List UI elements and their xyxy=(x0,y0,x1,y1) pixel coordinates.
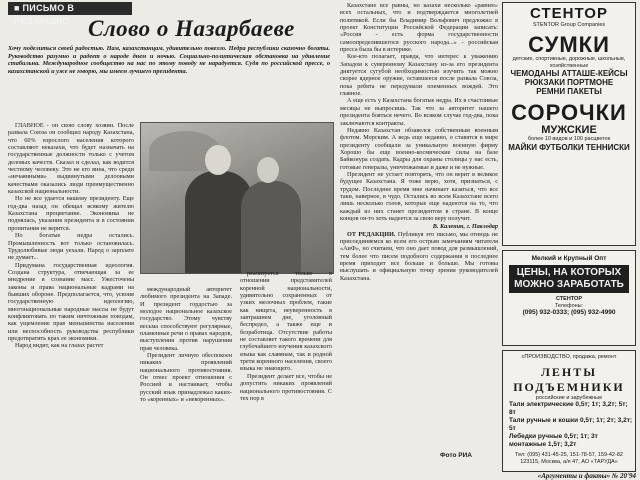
paragraph: Придумана государственная идеология. Создана структура, отвечающая за ее внедрение в сознание масс. Ужесточены законы и права национальные кадрами на бывших обороне. Предполагается, что, усвоив государственную идеологию, многонациональные народные массы не будут конфликтовать по таким ничтожным поводам, как ущемление прав меньшинства населения или неспособность руководства республики предотвратить крах ее экономики. xyxy=(8,261,134,342)
ad-headline: ЛЕНТЫ ПОДЪЕМНИКИ xyxy=(513,364,625,394)
ad-text: более 10 видов и 100 расцветок xyxy=(527,136,611,142)
paragraph: Недавно Казахстан обзавелся собственным военным флотом. Морским. А ведь еще недавно, о ставятся в мире президенту сообщали за уникальную военную фирму Хорошо бы еще военно-космические силы на базе Байконура создать. Кадры для охраны столицы у нас есть, готовые генералы, уничтожаемые и даже и не нужные. xyxy=(340,126,498,171)
ad-text: российские и зарубежные xyxy=(535,394,603,401)
ad-text: детские, спортивные, дорожные, школьные, хозяйственные xyxy=(512,56,626,69)
phones-label: Телефоны: xyxy=(554,302,584,309)
paragraph: А еще есть у Казахстана богатые недра. Их в счастливые месяцы не выпросишь. Так что за авторитет нашего президента бояться нечего. Во всяком случае год-два, пока заключаются контракты. xyxy=(340,97,498,127)
ad-item: монтажные 1,5т; 3,2т xyxy=(509,441,577,448)
brand-subtitle: STENTOR Group Companies xyxy=(532,22,606,28)
article-column-3 xyxy=(240,270,332,472)
phone-numbers: Тел: (095) 431-45-25, 151-78-57, 159-42-82 xyxy=(515,452,623,458)
paragraph: Президент не устает повторять, что он верит в великое будущее Казахстана. Я тоже верю, хотя, признаться, с трудом. Последнее время мне начинает казаться, что все таки, наверное, в чудо. Остались во всем Казахстане всего лишь несколько голов, которые еще надеются на то, что каждый из них станет президентом в стране. В конце концов он-то хоть надеется за свою веру получит. xyxy=(340,170,498,222)
ad-banner: ЦЕНЫ, НА КОТОРЫХ МОЖНО ЗАРАБОТАТЬ xyxy=(509,265,629,293)
paragraph: Народ видит, как на глазах растет xyxy=(15,342,104,350)
ad-text: РЮКЗАКИ ПОРТМОНЕ xyxy=(524,78,614,87)
ad-item: Тали электрические 0,5т; 1т; 3,2т; 5т; 8т xyxy=(509,401,628,416)
article-lead: Хочу поделиться своей радостью. Нам, казахстанцам, удивительно повезло. Недра республики сказочно богаты. Руководство разумно и радеет о народе днем и ночью. Социально-политическая обстановка на удивление стабильна. Международное сообщество на нас по этому поводу не нарадуется. Судя по российской прессе, о казахстанской и уже не говорю, мы имеем лучшего президента. xyxy=(8,45,330,75)
paragraph: Президент личную обеспокоен никаких проявлений национального противостояния. Он отнес проект отношения с Россией и настаивает, чтобы русский язык принадлежал каких-то «коренных» и «некоренных». xyxy=(140,352,232,404)
paragraph: международный авторитет любимого президента на Западе. И президент гордостью за молодое национальное казахское государство. Этому чувству весьма способствуют регулярные, пламенные речи о правах народов, выступления против нарушения прав человека. xyxy=(140,286,232,352)
paragraph: ГЛАВНОЕ - он свою слову хозяин. После развала Союза он сообщил народу Казахстана, что 60% взрослого населения которого составляют неказахи, что будет назначать на государственные должности только с учетом деловых качеств. Сказал и сделал, как водится честному человеку. Это не его вина, что среди «нечаянными» выдвинутыми делоовыми качествами оказались люди преимущественно казахской национальности. xyxy=(8,122,134,196)
article-column-4 xyxy=(340,2,498,472)
ad-subheadline: МУЖСКИЕ xyxy=(541,124,597,136)
ad-text: ЧЕМОДАНЫ АТТАШЕ-КЕЙСЫ xyxy=(510,69,628,78)
paragraph: Казахстане все равны, но казахи несколько «равнее» всех остальных, что и подтверждается многолетней политикой. Если бы Владимир Вольфович предложил в проект Конституции Российской Федерации записать: «Россия - есть форма государственности самоопределившегося русского народа...» - российская пресса была бы в истерике. xyxy=(340,2,498,54)
paragraph: Кое-кто полагает, правда, что интерес к уважению Западом к суверенному Казахстану из-за его президента диктуется сугубой необходимостью изучить так можно скорее ядерное оружие, оставшееся после развала Союза, пока ребята не передумали племенных вождей. Это главное. xyxy=(340,53,498,98)
address: 123115, Москва, а/я 47, АО «ТАРУДА» xyxy=(520,458,618,465)
article-column-1 xyxy=(8,122,134,472)
photo-credit: Фото РИА xyxy=(440,452,472,459)
ad-headline: СУМКИ xyxy=(528,32,610,57)
article-photo xyxy=(140,122,334,274)
person-figure xyxy=(241,181,301,274)
paragraph: реализуется только в отношении представителей коренной национальности, удивительно сохраненных от узких мелочных проблем, такие как нищета, неуверенность в завтрашнем дне, уголовный беспредел, а также еще и безработица. Отсутствие работы не составляет такого времени для глубочайшего изучения казахского языка как славянам, так и родной трети коренного населения, своего языка не знающего. xyxy=(240,270,332,373)
person-head xyxy=(205,145,231,175)
article-column-2 xyxy=(140,286,232,472)
hoist-ad xyxy=(502,350,636,472)
ad-item: Лебедки ручные 0,5т; 1т; 3т xyxy=(509,433,598,440)
phone-numbers: (095) 932-0333; (095) 932-4990 xyxy=(522,309,616,316)
ad-item: Тали ручные и кошки 0,5т; 1т; 2т; 3,2т; 5т xyxy=(509,417,633,432)
paragraph: Президент делает все, чтобы не допустить никаких проявлений национального противостояния. С тех пор в xyxy=(240,372,332,402)
editor-note: Публикуя это письмо, мы отнюдь не присоединяемся ко всем его острым замечаниям читателя «АиФ», но считаем, что оно дает повод для размышлений, тем более что писем подобного содержания в последнее время приходит все больше и больше. Мы готовы выслушать и официальную точку зрения руководителей Казахстана. xyxy=(340,230,498,282)
ad-text: РЕМНИ ПАКЕТЫ xyxy=(536,87,602,96)
paragraph: Но не все удается нашему президенту. Еще год-два назад он обещал всякому жителю Казахстана процветание. Экономика не поднялась, указания президента и в состоянии пропитания не верится. xyxy=(8,195,134,232)
article-title: Слово о Назарбаеве xyxy=(88,16,295,41)
stentor-logo: СТЕНТОР xyxy=(555,296,582,302)
person-head xyxy=(257,157,279,183)
editor-note-heading: ОТ РЕДАКЦИИ. xyxy=(347,230,396,238)
ad-text: сПРОИЗВОДСТВО, продажа, ремонт xyxy=(521,354,617,360)
newspaper-footer: «Аргументы и факты» № 20'94 xyxy=(537,472,636,480)
wholesale-ad xyxy=(502,250,636,346)
stentor-ad xyxy=(502,2,636,246)
author-signature: В. Каленин, г. Павлодар xyxy=(432,223,498,231)
ad-headline: Мелкий и Крупный Опт xyxy=(531,255,607,262)
stentor-logo: СТЕНТОР xyxy=(530,5,608,22)
ad-text: МАЙКИ ФУТБОЛКИ ТЕННИСКИ xyxy=(508,142,630,152)
section-rubric: ■ ПИСЬМО В РЕДАКЦИЮ xyxy=(8,2,132,15)
ads-column xyxy=(502,2,636,472)
ad-headline: СОРОЧКИ xyxy=(511,100,627,125)
paragraph: Но богатые недра остались. Промышленность вот только остановилась. Трудолюбивые люди уехали. Народ о зарплате не думает... xyxy=(8,232,134,262)
